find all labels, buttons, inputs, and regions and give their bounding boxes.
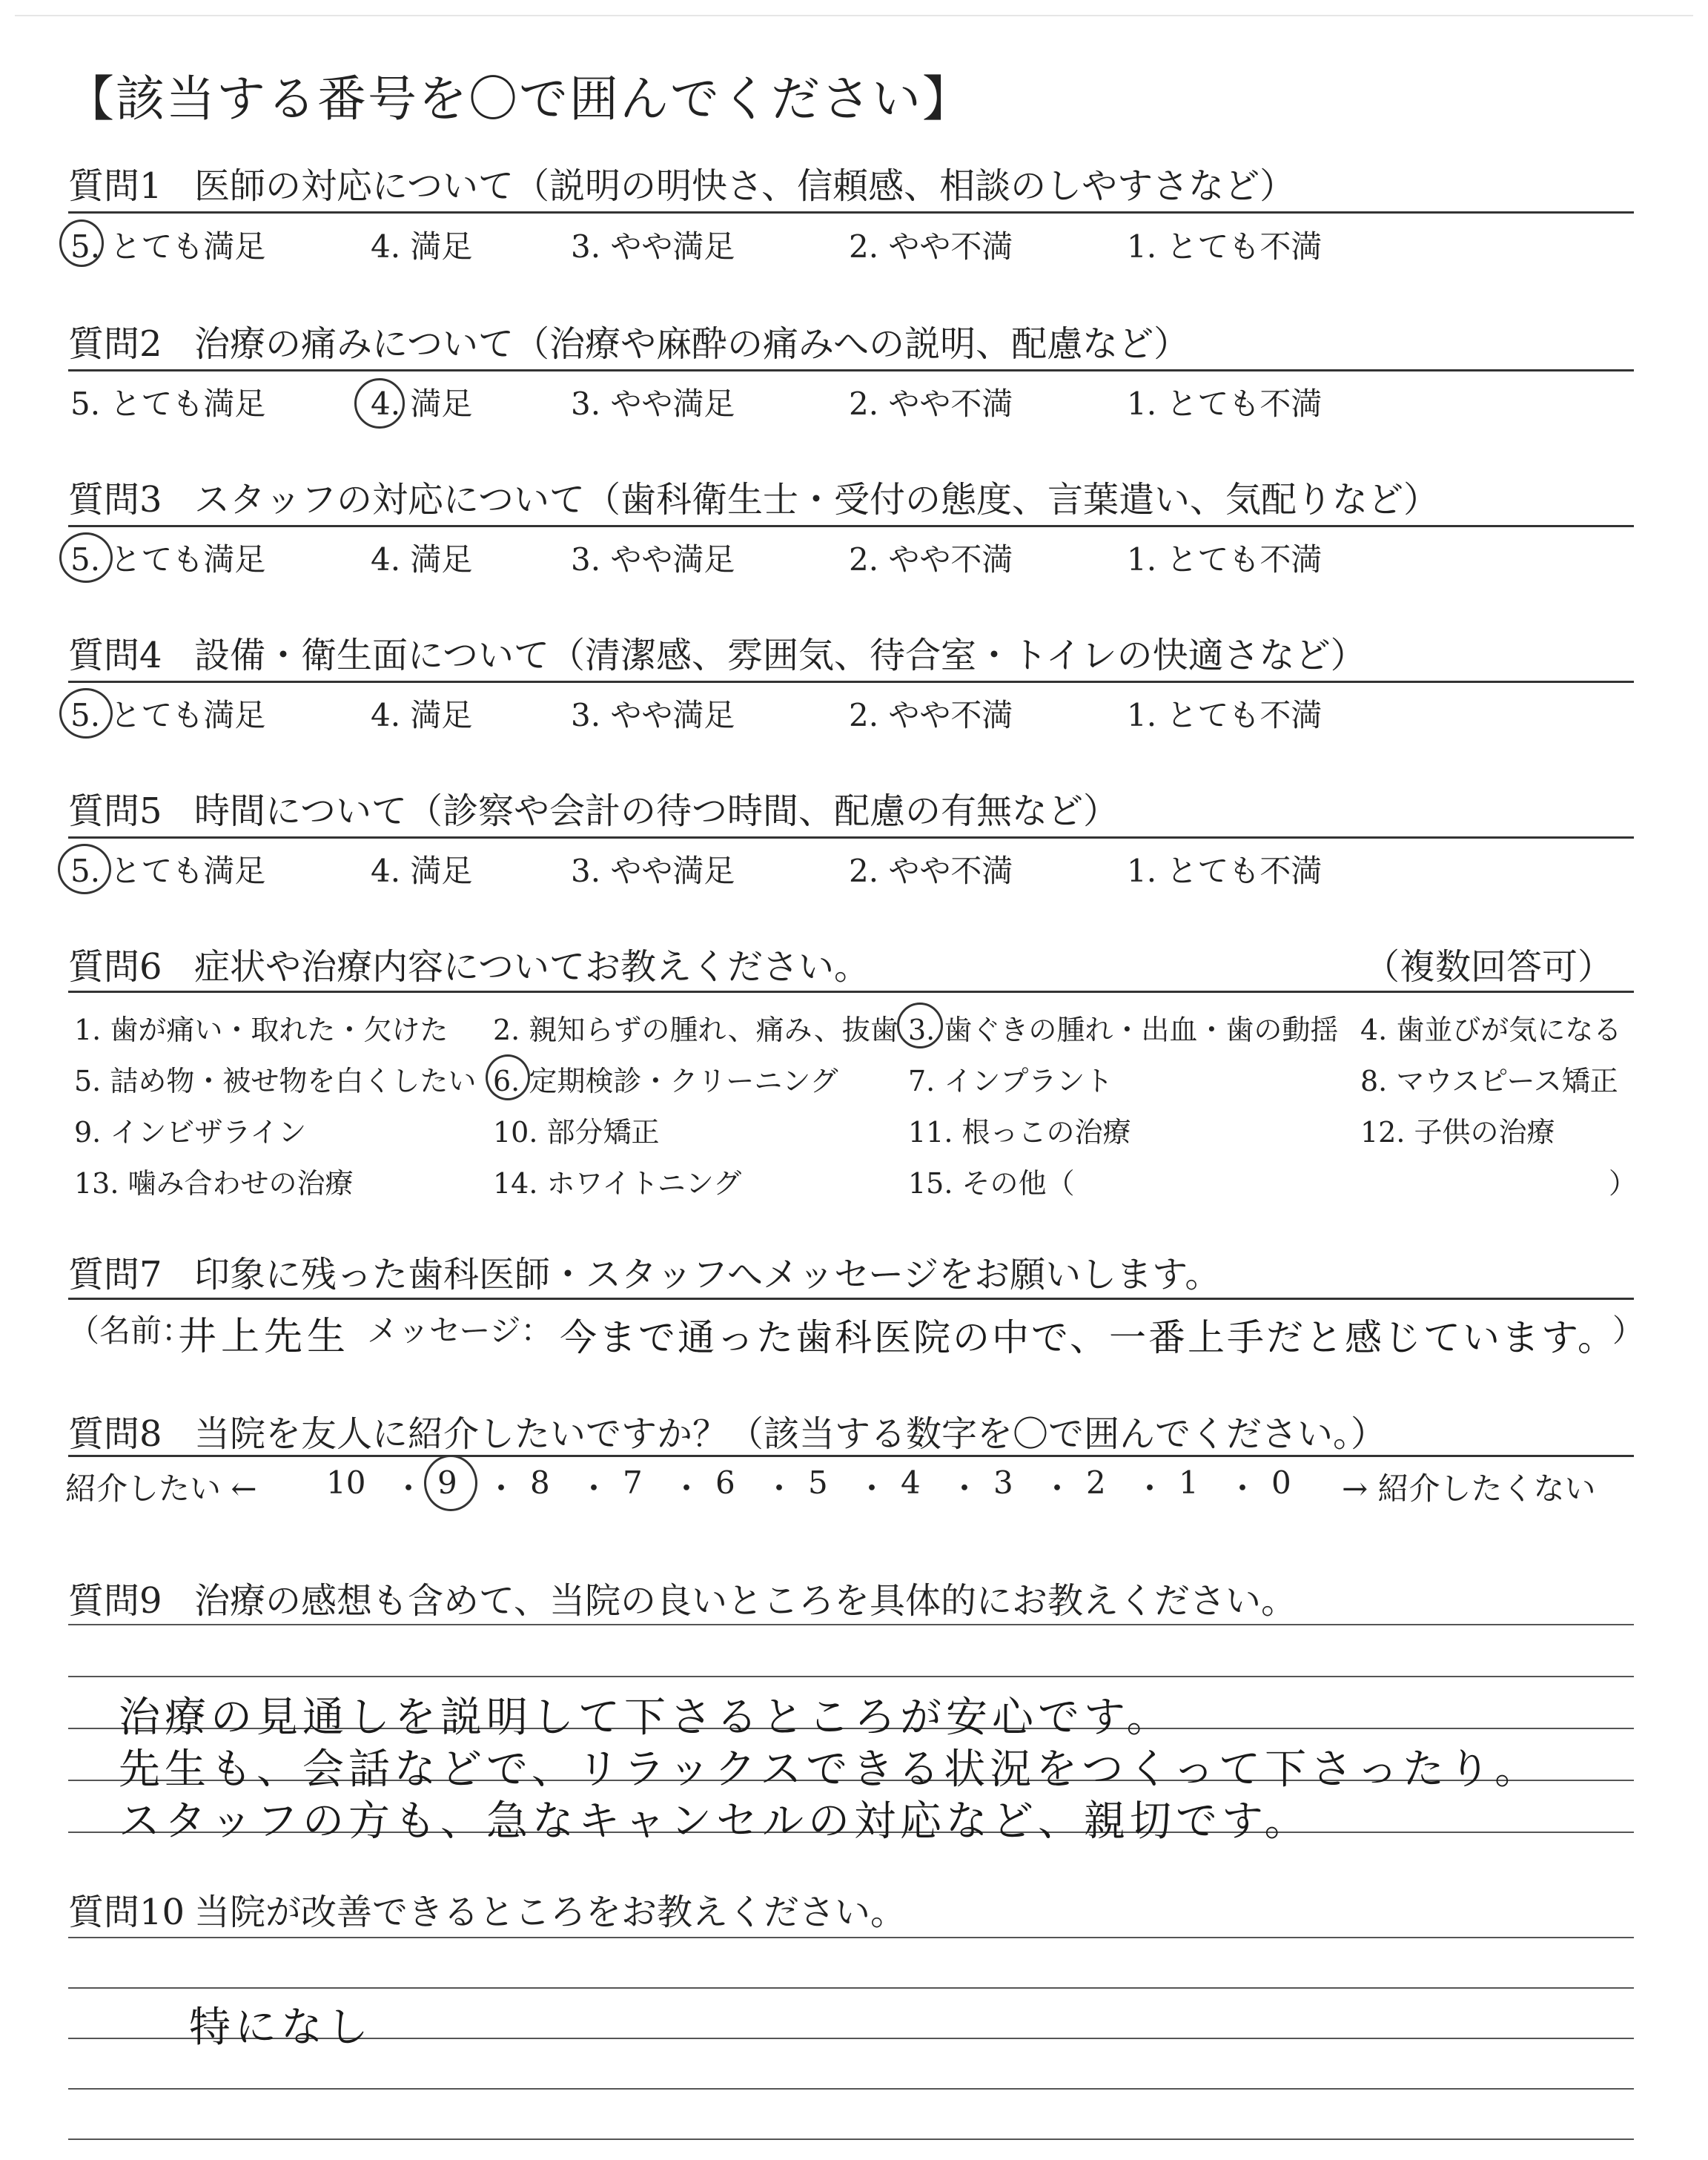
question-text: 当院を友人に紹介したいですか？（該当する数字を〇で囲んでください。） — [194, 1413, 1387, 1455]
question-9 — [68, 1572, 1297, 1623]
q6-option-13[interactable]: 13. 噛み合わせの治療 — [74, 1167, 354, 1200]
scale-right-label: → 紹介したくない — [1342, 1470, 1596, 1507]
question-number: 質問9 — [68, 1580, 162, 1622]
scale-0[interactable]: 0 — [1271, 1464, 1291, 1501]
question-text: スタッフの対応について（歯科衛生士・受付の態度、言葉遣い、気配りなど） — [194, 479, 1440, 521]
name-handwritten[interactable]: 井上先生 — [178, 1315, 351, 1359]
q1-option-4[interactable]: 4. 満足 — [371, 228, 473, 265]
divider — [68, 681, 1634, 683]
answer-handwritten-line: 特になし — [189, 2004, 373, 2052]
q6-option-6[interactable]: 6. 定期検診・クリーニング — [493, 1065, 838, 1097]
q6-option-14[interactable]: 14. ホワイトニング — [493, 1167, 742, 1200]
q6-option-2[interactable]: 2. 親知らずの腫れ、痛み、抜歯 — [493, 1014, 898, 1046]
scale-9[interactable]: 9 — [437, 1464, 457, 1501]
question-text: 設備・衛生面について（清潔感、雰囲気、待合室・トイレの快適さなど） — [194, 635, 1366, 676]
question-number: 質問8 — [68, 1413, 162, 1455]
form-title: 【該当する番号を〇で囲んでください】 — [65, 70, 973, 128]
scale-dot: ・ — [671, 1470, 703, 1507]
answer-line — [68, 1937, 1634, 1938]
question-10 — [68, 1883, 906, 1935]
q3-option-5[interactable]: 5. とても満足 — [70, 541, 266, 578]
question-number: 質問1 — [68, 165, 162, 207]
scale-dot: ・ — [486, 1470, 517, 1507]
question-text: 治療の痛みについて（治療や麻酔の痛みへの説明、配慮など） — [194, 323, 1190, 365]
q3-option-3[interactable]: 3. やや満足 — [571, 541, 735, 578]
q2-option-2[interactable]: 2. やや不満 — [849, 386, 1013, 422]
answer-line — [68, 1676, 1634, 1677]
scale-5[interactable]: 5 — [808, 1464, 828, 1501]
scale-7[interactable]: 7 — [623, 1464, 643, 1501]
answer-handwritten-line: 治療の見通しを説明して下さるところが安心です。 — [119, 1694, 1173, 1742]
question-number: 質問10 — [68, 1892, 185, 1933]
answer-handwritten-line: 先生も、会話などで、リラックスできる状況をつくって下さったり。 — [119, 1745, 1541, 1794]
q6-option-4[interactable]: 4. 歯並びが気になる — [1360, 1014, 1622, 1046]
q3-option-2[interactable]: 2. やや不満 — [849, 541, 1013, 578]
q2-option-3[interactable]: 3. やや満足 — [571, 386, 735, 422]
q2-option-1[interactable]: 1. とても不満 — [1127, 386, 1323, 422]
q4-option-2[interactable]: 2. やや不満 — [849, 697, 1013, 733]
scale-dot: ・ — [1042, 1470, 1073, 1507]
question-text: 当院が改善できるところをお教えください。 — [194, 1892, 907, 1933]
q6-option-10[interactable]: 10. 部分矯正 — [493, 1116, 660, 1149]
divider — [68, 211, 1634, 214]
scale-dot: ・ — [1134, 1470, 1166, 1507]
question-7 — [68, 1246, 1220, 1297]
divider — [68, 1298, 1634, 1300]
q2-option-5[interactable]: 5. とても満足 — [70, 386, 266, 422]
q3-option-4[interactable]: 4. 満足 — [371, 541, 473, 578]
scale-4[interactable]: 4 — [901, 1464, 921, 1501]
q1-option-3[interactable]: 3. やや満足 — [571, 228, 735, 265]
divider — [68, 525, 1634, 527]
q6-option-8[interactable]: 8. マウスピース矯正 — [1360, 1065, 1618, 1097]
question-number: 質問4 — [68, 635, 162, 676]
scale-dot: ・ — [393, 1470, 425, 1507]
scale-dot: ・ — [578, 1470, 610, 1507]
divider — [68, 836, 1634, 839]
q6-option-7[interactable]: 7. インプラント — [908, 1065, 1113, 1097]
multiple-answers-note: （複数回答可） — [1364, 946, 1614, 988]
scale-8[interactable]: 8 — [530, 1464, 550, 1501]
top-border — [15, 15, 1693, 16]
question-3 — [68, 471, 1439, 522]
q4-option-5[interactable]: 5. とても満足 — [70, 697, 266, 733]
q6-option-12[interactable]: 12. 子供の治療 — [1360, 1116, 1555, 1149]
q6-option-15-close: ） — [1609, 1167, 1638, 1200]
question-text: 時間について（診察や会計の待つ時間、配慮の有無など） — [194, 790, 1119, 832]
question-number: 質問2 — [68, 323, 162, 365]
answer-line — [68, 1987, 1634, 1989]
scale-1[interactable]: 1 — [1179, 1464, 1199, 1501]
scale-dot: ・ — [764, 1470, 795, 1507]
q6-option-11[interactable]: 11. 根っこの治療 — [908, 1116, 1131, 1149]
scale-dot: ・ — [856, 1470, 888, 1507]
question-1 — [68, 157, 1295, 208]
q6-option-9[interactable]: 9. インビザライン — [74, 1116, 307, 1149]
q4-option-1[interactable]: 1. とても不満 — [1127, 697, 1323, 733]
answer-line — [68, 2088, 1634, 2090]
question-text: 医師の対応について（説明の明快さ、信頼感、相談のしやすさなど） — [194, 165, 1296, 207]
question-5 — [68, 782, 1119, 833]
divider — [68, 991, 1634, 993]
q6-option-3[interactable]: 3. 歯ぐきの腫れ・出血・歯の動揺 — [908, 1014, 1339, 1046]
name-label: （名前： — [68, 1312, 193, 1349]
scale-10[interactable]: 10 — [326, 1464, 366, 1501]
q3-option-1[interactable]: 1. とても不満 — [1127, 541, 1323, 578]
q5-option-4[interactable]: 4. 満足 — [371, 853, 473, 889]
q4-option-3[interactable]: 3. やや満足 — [571, 697, 735, 733]
scale-3[interactable]: 3 — [993, 1464, 1013, 1501]
q6-option-15[interactable]: 15. その他（ — [908, 1167, 1075, 1200]
q1-option-2[interactable]: 2. やや不満 — [849, 228, 1013, 265]
divider — [68, 1455, 1634, 1457]
divider — [68, 369, 1634, 371]
question-2 — [68, 315, 1189, 366]
question-number: 質問6 — [68, 946, 162, 988]
answer-line — [68, 1624, 1634, 1625]
q1-option-5[interactable]: 5. とても満足 — [70, 228, 266, 265]
question-text: 症状や治療内容についてお教えください。 — [194, 946, 870, 988]
q5-option-1[interactable]: 1. とても不満 — [1127, 853, 1323, 889]
message-handwritten[interactable]: 今まで通った歯科医院の中で、一番上手だと感じています。 — [560, 1316, 1617, 1359]
message-label: メッセージ： — [367, 1312, 552, 1349]
scale-6[interactable]: 6 — [715, 1464, 735, 1501]
question-4 — [68, 627, 1366, 678]
question-text: 印象に残った歯科医師・スタッフへメッセージをお願いします。 — [194, 1254, 1221, 1295]
scale-2[interactable]: 2 — [1086, 1464, 1106, 1501]
q1-option-1[interactable]: 1. とても不満 — [1127, 228, 1323, 265]
question-number: 質問5 — [68, 790, 162, 832]
scale-dot: ・ — [949, 1470, 981, 1507]
question-6 — [68, 938, 870, 989]
q5-option-2[interactable]: 2. やや不満 — [849, 853, 1013, 889]
answer-line — [68, 2138, 1634, 2140]
scale-left-label: 紹介したい ← — [65, 1470, 257, 1507]
q5-option-5[interactable]: 5. とても満足 — [70, 853, 266, 889]
answer-handwritten-line: スタッフの方も、急なキャンセルの対応など、親切です。 — [119, 1797, 1311, 1846]
q2-option-4[interactable]: 4. 満足 — [371, 386, 473, 422]
question-8 — [68, 1405, 1386, 1456]
message-close: ） — [1612, 1312, 1644, 1349]
scale-dot: ・ — [1227, 1470, 1259, 1507]
q5-option-3[interactable]: 3. やや満足 — [571, 853, 735, 889]
q4-option-4[interactable]: 4. 満足 — [371, 697, 473, 733]
question-text: 治療の感想も含めて、当院の良いところを具体的にお教えください。 — [194, 1580, 1297, 1622]
q6-option-5[interactable]: 5. 詰め物・被せ物を白くしたい — [74, 1065, 477, 1097]
question-number: 質問3 — [68, 479, 162, 521]
q6-option-1[interactable]: 1. 歯が痛い・取れた・欠けた — [74, 1014, 448, 1046]
question-number: 質問7 — [68, 1254, 162, 1295]
